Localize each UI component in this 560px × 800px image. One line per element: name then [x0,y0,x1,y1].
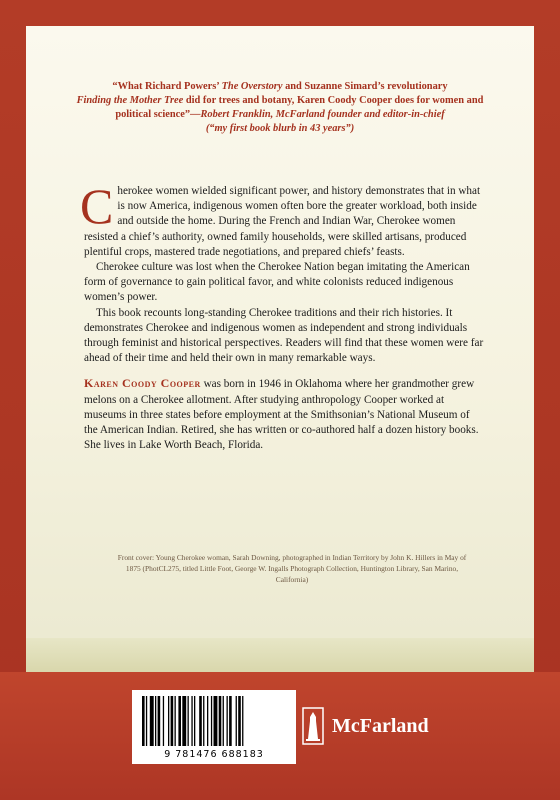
publisher-logo [300,706,429,746]
barcode-bar [163,696,164,746]
barcode-bar [214,696,218,746]
blurb-open: “What Richard Powers’ [112,81,222,92]
author-name: Karen Coody Cooper [84,376,201,391]
description-paragraph-2: Cherokee culture was lost when the Cherokee Nation began imitating the American form of governance to gain political favor, and white colonists reduced indigenous women’s power. [84,261,470,304]
barcode-bar [182,696,186,746]
lower-shade-strip [26,638,534,672]
blurb-title-mother-tree: Finding the Mother Tree [76,95,184,106]
barcode-bar [150,696,154,746]
blurb-attribution: —Robert Franklin, McFarland founder and editor-in-chief [190,109,445,120]
barcode-bar [236,696,237,746]
publisher-name: McFarland [332,714,429,737]
lighthouse-logo-icon [300,706,326,746]
barcode-bar [194,696,195,746]
review-blurb [60,80,500,136]
barcode-bar [142,696,145,746]
barcode-bar [188,696,189,746]
book-description [80,178,484,453]
barcode-bar [223,696,224,746]
barcode-bar [171,696,174,746]
barcode-bar [203,696,204,746]
barcode-bar [207,696,208,746]
blurb-mid1: and Suzanne Simard’s revolutionary [282,81,448,92]
isbn-barcode [132,690,296,764]
barcode-bar [211,696,212,746]
barcode-bar [242,696,243,746]
barcode-bar [178,696,181,746]
description-paragraph-1 [80,178,484,260]
author-bio-text: was born in 1946 in Oklahoma where her grandmother grew melons on a Cherokee allotment. After studying anthropology Cooper worked at museums in three states before employment at the Smithsonian’s National Museum of the American Indian. Retired, she has written or co-authored half a dozen history books. She lives in Lake Worth Beach, Florida. [84,378,479,452]
barcode-bar [227,696,228,746]
barcode-bar [175,696,176,746]
barcode-bar [229,696,232,746]
barcode-bar [199,696,202,746]
blurb-mid2: did for trees and botany, Karen Coody Cooper does for women and political science” [115,95,484,120]
barcode-bar [238,696,241,746]
author-bio [84,376,484,453]
blurb-title-overstory: The Overstory [221,81,283,92]
barcode-bar [191,696,192,746]
barcode-bar [155,696,156,746]
barcode-bar [168,696,169,746]
barcode-bars [138,696,290,746]
cover-photo-credit: Front cover: Young Cherokee woman, Sarah Downing, photographed in Indian Territory by John K. Hillers in May of 1875 (PhotCL275, titled Little Foot, George W. Ingalls Photograph Collection, Huntington Library, San Marino, California) [117,553,467,584]
barcode-bar [146,696,147,746]
blurb-note: (“my first book blurb in 43 years”) [205,123,355,134]
barcode-bar [219,696,222,746]
description-p1-text: herokee women wielded significant power, and history demonstrates that in what is now America, indigenous women often bore the greater workload, both inside and outside the home. During the French and Indian War, Cherokee women resisted a chief’s authority, owned family households, were skilled artisans, produced plentiful crops, mastered trade negotiations, and prepared chiefs’ feasts. [84,185,481,258]
drop-cap: C [80,178,114,234]
barcode-bar [158,696,161,746]
description-paragraph-3: This book recounts long-standing Cherokee traditions and their rich histories. It demonstrates Cherokee and indigenous women as independent and strong individuals through feminist and historical perspectives. Readers will find that these women were far ahead of their time and held their own in many remarkable ways. [84,306,484,365]
isbn-number: 9 781476 688183 [164,749,264,760]
